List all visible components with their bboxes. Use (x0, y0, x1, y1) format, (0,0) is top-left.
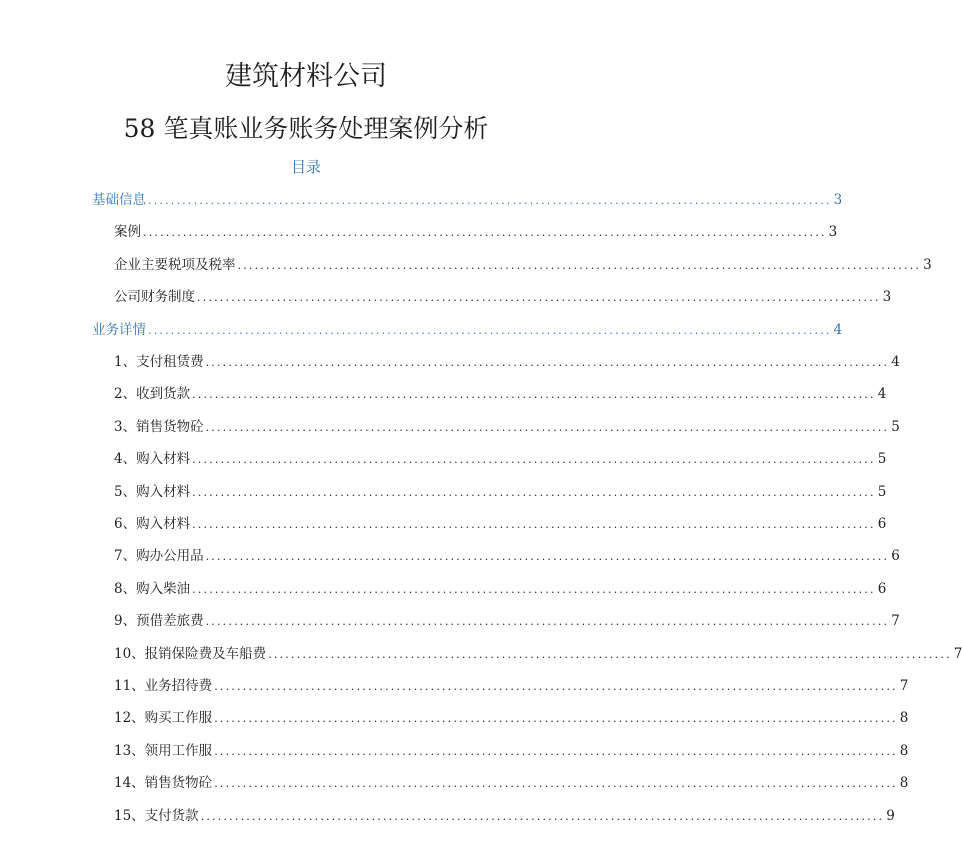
toc-dot-leader: ........................................................................................................................ (192, 485, 876, 499)
toc-entry-label: 5、购入材料 (114, 483, 191, 500)
toc-entry-label: 11、业务招待费 (114, 678, 213, 694)
toc-entry-page: 8 (899, 710, 909, 727)
toc-entry[interactable] (114, 417, 900, 438)
toc-entry[interactable] (114, 482, 887, 503)
toc-entry-page: 3 (833, 192, 843, 208)
toc-entry[interactable] (114, 514, 887, 535)
toc-entry[interactable] (114, 255, 932, 276)
toc-entry-label: 10、报销保险费及车船费 (114, 645, 267, 662)
toc-entry[interactable] (114, 287, 892, 308)
toc-entry-page: 3 (923, 256, 932, 273)
toc-dot-leader: ........................................................................................................................ (205, 550, 890, 564)
toc-entry[interactable] (114, 708, 909, 729)
toc-entry[interactable] (114, 611, 900, 632)
toc-entry[interactable] (114, 579, 887, 600)
toc-entry-page: 5 (891, 418, 900, 435)
toc-entry-page: 6 (877, 516, 887, 532)
toc-dot-leader: ........................................................................................................................ (214, 680, 898, 693)
toc-dot-leader: ........................................................................................................................ (192, 453, 876, 467)
toc-entry-label: 1、支付租赁费 (114, 354, 204, 370)
toc-entry-page: 8 (899, 775, 909, 792)
toc-entry-label: 4、购入材料 (114, 451, 191, 468)
toc-dot-leader: ........................................................................................................................ (192, 388, 876, 402)
toc-entry-page: 4 (877, 386, 887, 403)
toc-entry[interactable] (114, 546, 900, 567)
document-subtitle: 58 笔真账业务账务处理案例分析 (123, 114, 489, 143)
toc-dot-leader: ........................................................................................................................ (268, 647, 952, 661)
toc-heading: 目录 (290, 158, 321, 176)
toc-entry-page: 7 (891, 613, 900, 630)
toc-entry-label: 案例 (114, 224, 141, 241)
toc-entry-page: 7 (899, 678, 909, 694)
toc-entry-page: 8 (899, 742, 909, 759)
toc-dot-leader: ........................................................................................................................ (192, 518, 876, 531)
toc-dot-leader: ........................................................................................................................ (148, 323, 832, 337)
toc-entry[interactable] (114, 222, 838, 243)
toc-entry-page: 4 (833, 321, 843, 338)
toc-dot-leader: ........................................................................................................................ (205, 356, 890, 369)
toc-entry-page: 6 (891, 548, 900, 565)
toc-entry-label: 14、销售货物砼 (114, 775, 213, 792)
toc-dot-leader: ........................................................................................................................ (214, 744, 898, 758)
toc-dot-leader: ........................................................................................................................ (197, 291, 881, 305)
toc-entry-page: 4 (891, 354, 900, 370)
toc-entry-label: 7、购办公用品 (114, 548, 204, 565)
toc-entry-label: 15、支付货款 (114, 807, 199, 824)
toc-entry[interactable] (114, 384, 887, 405)
toc-entry-page: 3 (828, 224, 838, 241)
toc-entry-label: 13、领用工作服 (114, 742, 213, 759)
toc-entry-label: 6、购入材料 (114, 516, 191, 532)
toc-entry-page: 3 (882, 289, 892, 306)
toc-entry[interactable] (114, 806, 895, 827)
toc-entry-page: 7 (953, 645, 962, 662)
toc-entry[interactable] (114, 676, 909, 697)
document-title: 建筑材料公司 (225, 61, 387, 92)
toc-entry[interactable] (114, 352, 900, 373)
toc-dot-leader: ........................................................................................................................ (200, 809, 885, 823)
toc-entry[interactable] (114, 644, 962, 665)
toc-dot-leader: ........................................................................................................................ (148, 194, 832, 207)
toc-entry-label: 8、购入柴油 (114, 580, 191, 597)
toc-entry[interactable] (92, 190, 843, 211)
toc-entry[interactable] (92, 320, 843, 341)
toc-entry-label: 3、销售货物砼 (114, 418, 204, 435)
toc-entry[interactable] (114, 449, 887, 470)
toc-dot-leader: ........................................................................................................................ (143, 226, 827, 240)
toc-dot-leader: ........................................................................................................................ (214, 712, 898, 726)
toc-entry-label: 公司财务制度 (114, 289, 195, 306)
toc-entry[interactable] (114, 741, 909, 762)
toc-entry-label: 企业主要税项及税率 (114, 256, 236, 273)
toc-entry-page: 9 (886, 807, 895, 824)
toc-dot-leader: ........................................................................................................................ (214, 777, 898, 791)
toc-entry[interactable] (114, 773, 909, 794)
toc-entry-page: 6 (877, 580, 887, 597)
toc-entry-page: 5 (877, 483, 887, 500)
toc-dot-leader: ........................................................................................................................ (205, 420, 890, 434)
toc-dot-leader: ........................................................................................................................ (237, 258, 922, 272)
toc-entry-page: 5 (877, 451, 887, 468)
toc-dot-leader: ........................................................................................................................ (192, 582, 876, 596)
toc-dot-leader: ........................................................................................................................ (205, 615, 890, 629)
toc-entry-label: 基础信息 (92, 192, 146, 208)
toc-entry-label: 2、收到货款 (114, 386, 191, 403)
toc-entry-label: 9、预借差旅费 (114, 613, 204, 630)
toc-entry-label: 12、购买工作服 (114, 710, 213, 727)
toc-entry-label: 业务详情 (92, 321, 146, 338)
